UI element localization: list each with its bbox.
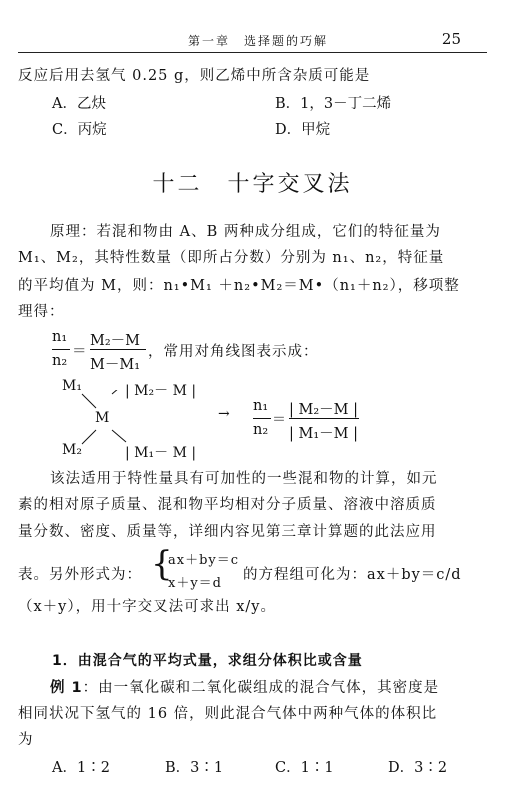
fraction-bar — [52, 349, 70, 350]
usage-line-5: （x＋y），用十字交叉法可求出 x/y。 — [18, 599, 276, 615]
ex-option-b: B．3∶1 — [165, 760, 224, 776]
diagram-bottom-right: | M₁－ M | — [125, 445, 197, 461]
result-equals: ＝ — [272, 412, 286, 428]
result-n2: n₂ — [253, 422, 269, 438]
page-number: 25 — [441, 30, 461, 48]
principle-line-2: M₁、M₂，其特性数量（即所占分数）分别为 n₁、n₂，特征量 — [18, 250, 445, 266]
principle-line-3: 的平均值为 M，则：n₁•M₁ ＋n₂•M₂＝M•（n₁＋n₂），移项整 — [18, 278, 460, 294]
intro-line: 反应后用去氢气 0.25 g，则乙烯中所含杂质可能是 — [18, 68, 371, 84]
formula-numerator: M₂－M — [90, 333, 141, 349]
example-line-1 — [50, 676, 439, 697]
arrow-icon: → — [218, 406, 230, 422]
usage-line-2: 素的相对原子质量、混和物平均相对分子质量、溶液中溶质质 — [18, 497, 437, 513]
ex-option-a: A．1∶2 — [52, 760, 110, 776]
usage-line-4-pre: 表。另外形式为： — [18, 567, 142, 583]
example-text-1: ：由一氧化碳和二氧化碳组成的混合气体，其密度是 — [82, 680, 440, 696]
result-denominator: | M₁－M | — [289, 426, 358, 442]
ex-option-d: D．3∶2 — [388, 760, 448, 776]
page-header — [18, 30, 487, 53]
chapter-title: 第一章 选择题的巧解 — [188, 34, 329, 48]
diagram-top-right: | M₂－ M | — [125, 383, 197, 399]
formula-ratio-m — [90, 329, 150, 373]
result-ratio-m — [289, 398, 361, 442]
equation-1: ax＋by＝c — [168, 553, 240, 568]
formula-n1: n₁ — [52, 329, 68, 345]
formula-equals: ＝ — [72, 344, 88, 360]
diagram-m2: M₂ — [62, 442, 82, 458]
diagram-m: M — [95, 410, 110, 426]
formula-denominator: M－M₁ — [90, 357, 141, 373]
principle-line-1: 原理：若混和物由 A、B 两种成分组成，它们的特征量为 — [50, 224, 441, 240]
section-title: 十二 十字交叉法 — [152, 172, 353, 197]
fraction-bar — [253, 418, 271, 419]
example-line-2: 相同状况下氢气的 16 倍，则此混合气体中两种气体的体积比 — [18, 706, 438, 722]
fraction-bar — [289, 418, 359, 419]
result-n1: n₁ — [253, 398, 269, 414]
option-d: D．甲烷 — [275, 122, 331, 138]
formula-tail: ，常用对角线图表示成： — [148, 344, 319, 360]
principle-line-4: 理得： — [18, 304, 65, 320]
subsection-heading: 1．由混合气的平均式量，求组分体积比或含量 — [52, 653, 363, 669]
example-line-3: 为 — [18, 732, 34, 748]
fraction-bar — [90, 349, 146, 350]
ex-option-c: C．1∶1 — [275, 760, 334, 776]
usage-line-3: 量分数、密度、质量等，详细内容见第三章计算题的此法应用 — [18, 524, 437, 540]
usage-line-4-post: 的方程组可化为：ax＋by＝c/d — [243, 567, 462, 583]
equation-2: x＋y＝d — [168, 576, 222, 591]
formula-ratio-n — [52, 329, 72, 373]
equation-brace: { — [151, 544, 173, 584]
option-a: A．乙炔 — [52, 96, 106, 112]
formula-n2: n₂ — [52, 353, 68, 369]
option-c: C．丙烷 — [52, 122, 107, 138]
example-label: 例 1 — [50, 680, 83, 696]
usage-line-1: 该法适用于特性量具有可加性的一些混和物的计算，如元 — [50, 471, 438, 487]
option-b: B．1，3－丁二烯 — [275, 96, 392, 112]
result-numerator: | M₂－M | — [289, 402, 358, 418]
result-ratio-n — [253, 398, 273, 442]
diagram-m1: M₁ — [62, 378, 82, 394]
diagram-cross-lines — [70, 390, 140, 450]
